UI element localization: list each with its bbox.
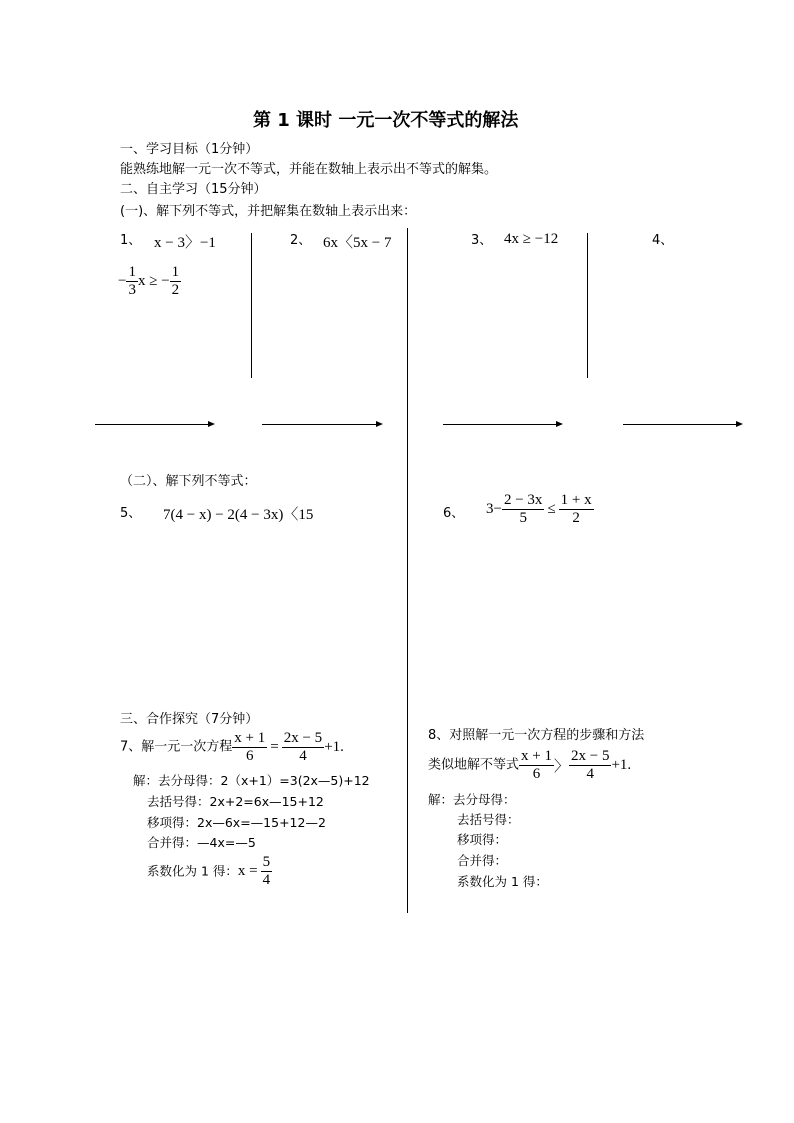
p4-fraction-1: $\frac{1}{3}$: [128, 264, 136, 298]
section3-heading: 三、合作探究（7分钟）: [120, 712, 259, 727]
number-line-4: [623, 424, 741, 425]
part2-heading: （二）、解下列不等式：: [120, 474, 257, 489]
problem-1-number: 1、: [120, 233, 142, 248]
p6-fraction-2: $\frac{1 + x}{2}$: [560, 492, 592, 526]
problem-6-number: 6、: [443, 506, 465, 521]
problem-8-statement: [428, 748, 631, 783]
p8-prefix: 类似地解不等式: [428, 757, 520, 773]
problem-5-number: 5、: [120, 506, 142, 521]
divider-3: [587, 233, 588, 378]
p8-line-1: 8、对照解一元一次方程的步骤和方法: [428, 728, 645, 743]
p7-step-3: 移项得：2x—6x=—15+12—2: [147, 815, 326, 830]
section2-heading: 二、自主学习（15分钟）: [120, 182, 267, 197]
p7-step-5-fraction: $\frac{5}{4}$: [262, 854, 271, 888]
p8-fraction-2: $\frac{2x - 5}{4}$: [571, 748, 610, 782]
p7-step-2: 去括号得：2x+2=6x—15+12: [147, 794, 324, 809]
part1-heading: (一)、解下列不等式，并把解集在数轴上表示出来：: [120, 204, 417, 219]
problem-6-expression: [486, 492, 594, 527]
p8-step-2: 去括号得：: [457, 812, 520, 827]
number-line-3: [443, 424, 561, 425]
problem-4-number: 4、: [652, 233, 674, 248]
divider-center: [407, 228, 408, 913]
p7-tail: +1.: [324, 739, 344, 755]
number-line-1: [95, 424, 213, 425]
problem-1-expression: x − 3〉−1: [154, 235, 216, 251]
p8-fraction-1: $\frac{x + 1}{6}$: [521, 748, 552, 782]
p6-lead: 3−: [486, 501, 502, 517]
problem-2-number: 2、: [290, 233, 312, 248]
page-title: 第 1 课时 一元一次不等式的解法: [253, 110, 519, 131]
p4-middle: x ≥ −: [137, 273, 170, 289]
p6-operator: ≤: [547, 501, 556, 517]
section1-heading: 一、学习目标（1分钟）: [120, 142, 259, 157]
problem-2-expression: 6x〈5x − 7: [323, 235, 392, 251]
p8-tail: +1.: [611, 757, 632, 773]
p6-fraction-1: $\frac{2 - 3x}{5}$: [503, 492, 543, 526]
problem-7-statement: [120, 730, 344, 765]
problem-5-expression: 7(4 − x) − 2(4 − 3x)〈15: [163, 507, 314, 523]
p7-step-5: [147, 854, 272, 889]
p7-fraction-1: $\frac{x + 1}{6}$: [234, 730, 266, 764]
p8-step-4: 合并得：: [457, 853, 508, 868]
problem-3-expression: 4x ≥ −12: [504, 231, 559, 247]
divider-1: [251, 233, 252, 378]
p7-step-1: 解：去分母得：2（x+1）=3(2x—5)+12: [133, 773, 370, 788]
p7-fraction-2: $\frac{2x - 5}{4}$: [283, 730, 323, 764]
problem-4-expression: [118, 264, 181, 299]
learning-goal: 能熟练地解一元一次不等式，并能在数轴上表示出不等式的解集。: [120, 162, 498, 177]
p7-step-5-x: x =: [237, 863, 258, 879]
p4-fraction-2: $\frac{1}{2}$: [171, 264, 180, 298]
p7-prefix: 7、解一元一次方程: [120, 739, 233, 755]
number-line-2: [262, 424, 381, 425]
p8-step-5: 系数化为 1 得：: [457, 874, 548, 889]
p8-operator: 〉: [553, 759, 569, 775]
p8-step-3: 移项得：: [457, 832, 508, 847]
problem-3-number: 3、: [471, 233, 493, 248]
p4-lead: −: [118, 273, 127, 289]
p7-step-5-label: 系数化为 1 得：: [147, 863, 238, 879]
p7-step-4: 合并得：—4x=—5: [147, 835, 256, 850]
p8-step-1: 解：去分母得：: [428, 792, 516, 807]
p7-equals: =: [270, 739, 279, 755]
